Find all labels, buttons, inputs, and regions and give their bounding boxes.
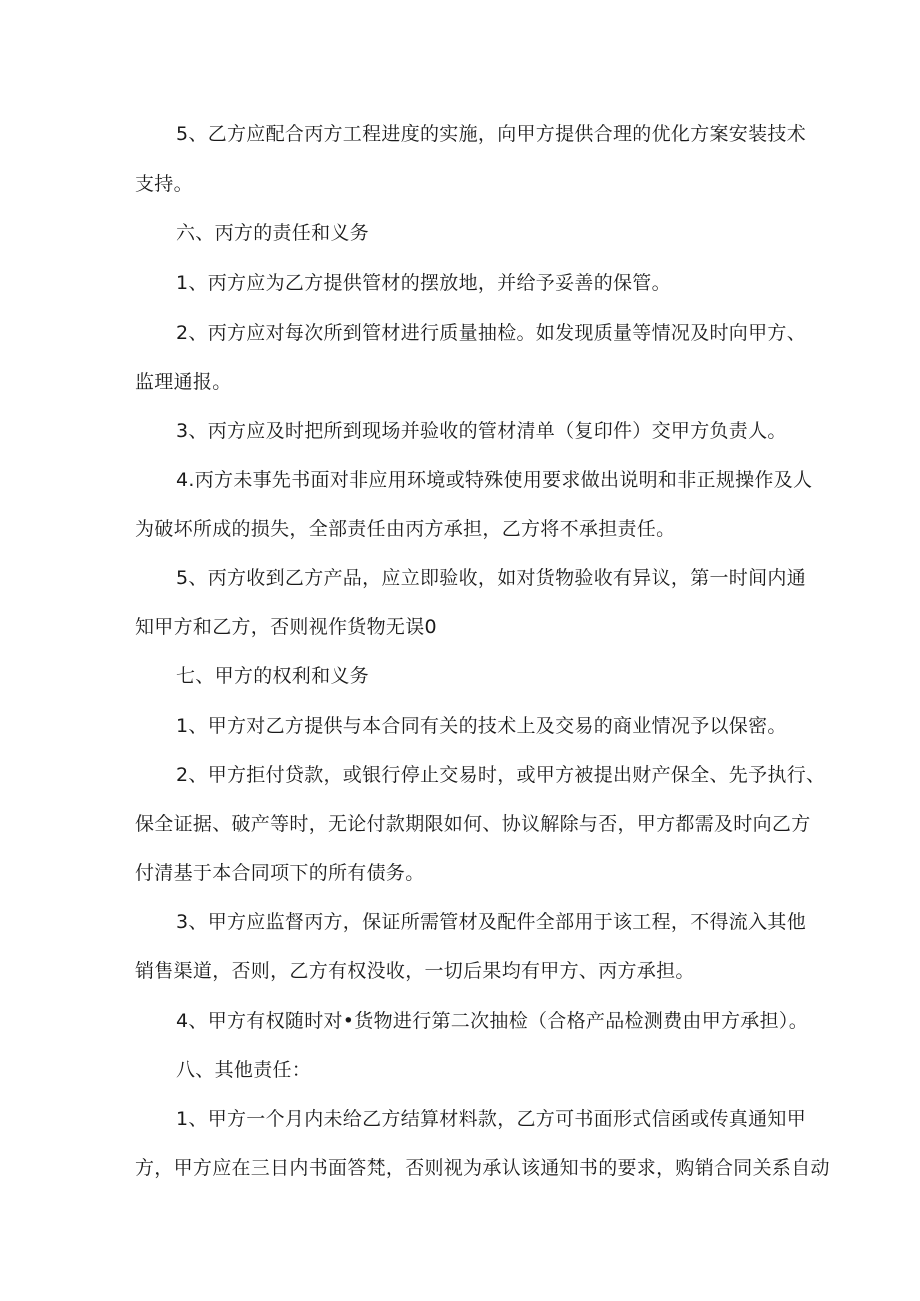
section-7-clause-3-line-2: 销售渠道，否则，乙方有权没收，一切后果均有甲方、丙方承担。 [135, 960, 695, 982]
section-8-heading: 八、其他责任： [176, 1059, 312, 1081]
clause-5-line-2: 支持。 [135, 173, 193, 195]
section-6-clause-2-line-1: 2、丙方应对每次所到管材进行质量抽检。如发现质量等情况及时向甲方、 [176, 322, 806, 344]
clause-5-line-1: 5、乙方应配合丙方工程进度的实施，向甲方提供合理的优化方案安装技术 [176, 123, 806, 145]
section-7-clause-3-line-1: 3、甲方应监督丙方，保证所需管材及配件全部用于该工程，不得流入其他 [176, 911, 806, 933]
section-7-clause-4: 4、甲方有权随时对•货物进行第二次抽检（合格产品检测费由甲方承担）。 [176, 1010, 808, 1032]
section-7-heading: 七、甲方的权利和义务 [176, 665, 370, 687]
section-6-clause-2-line-2: 监理通报。 [135, 371, 232, 393]
section-6-clause-5-line-2: 知甲方和乙方，否则视作货物无误0 [135, 616, 437, 638]
section-7-clause-2-line-2: 保全证据、破产等时，无论付款期限如何、协议解除与否，甲方都需及时向乙方 [135, 813, 811, 835]
section-7-clause-1: 1、甲方对乙方提供与本合同有关的技术上及交易的商业情况予以保密。 [176, 715, 787, 737]
section-6-clause-4-line-2: 为破坏所成的损失，全部责任由丙方承担，乙方将不承担责任。 [135, 518, 676, 540]
section-7-clause-2-line-3: 付清基于本合同项下的所有债务。 [135, 862, 425, 884]
section-6-clause-3: 3、丙方应及时把所到现场并验收的管材清单（复印件）交甲方负责人。 [176, 420, 787, 442]
section-8-clause-1-line-2: 方，甲方应在三日内书面答梵，否则视为承认该通知书的要求，购销合同关系自动 [135, 1157, 830, 1179]
section-8-clause-1-line-1: 1、甲方一个月内未给乙方结算材料款，乙方可书面形式信函或传真通知甲 [176, 1108, 806, 1130]
section-6-clause-4-line-1: 4.丙方未事先书面对非应用环境或特殊使用要求做出说明和非正规操作及人 [176, 469, 813, 491]
section-6-clause-1: 1、丙方应为乙方提供管材的摆放地，并给予妥善的保管。 [176, 272, 671, 294]
section-7-clause-2-line-1: 2、甲方拒付贷款，或银行停止交易时，或甲方被提出财产保全、先予执行、 [176, 764, 826, 786]
section-6-clause-5-line-1: 5、丙方收到乙方产品，应立即验收，如对货物验收有异议，第一时间内通 [176, 567, 806, 589]
section-6-heading: 六、丙方的责任和义务 [176, 222, 370, 244]
